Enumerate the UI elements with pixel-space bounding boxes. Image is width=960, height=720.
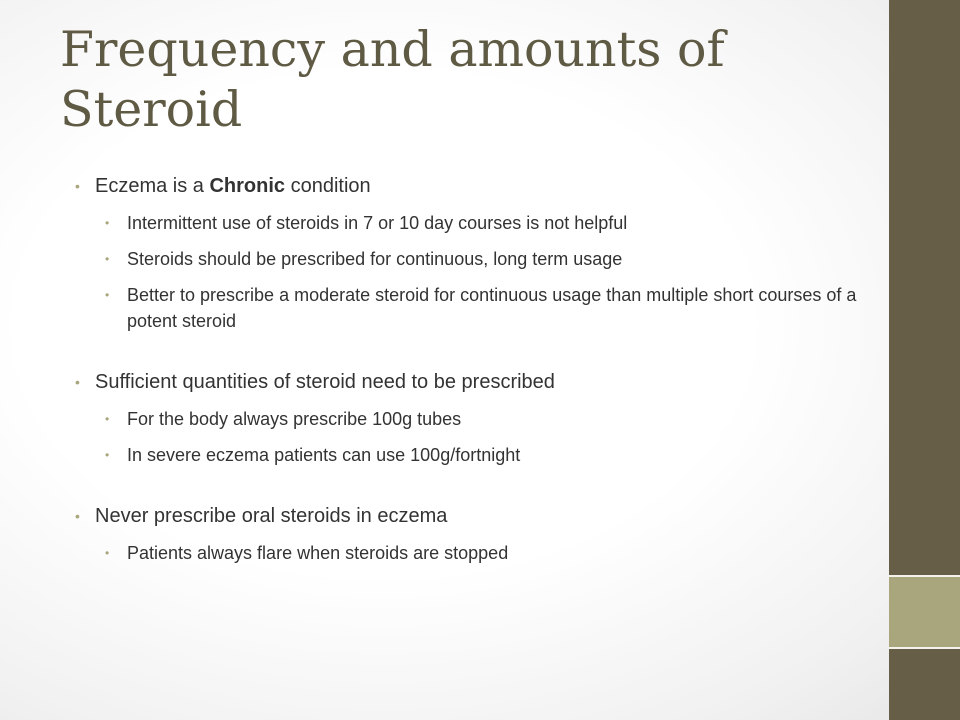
sub-bullet bbox=[95, 406, 865, 432]
bullet-sufficient-quantities bbox=[75, 368, 865, 468]
slide-content bbox=[75, 172, 865, 566]
bullet-text-before: Eczema is a bbox=[95, 175, 210, 197]
sub-bullet-text: Steroids should be prescribed for continuous, long term usage bbox=[127, 249, 623, 269]
sub-list bbox=[95, 406, 865, 468]
bullet-oral-steroids bbox=[75, 502, 865, 566]
sub-bullet bbox=[95, 442, 865, 468]
bullet-text-bold: Chronic bbox=[209, 175, 286, 197]
bullet-dot-icon: • bbox=[75, 508, 80, 524]
bullet-dot-icon: • bbox=[75, 178, 80, 194]
bullet-dot-icon: • bbox=[105, 412, 110, 426]
bullet-dot-icon: • bbox=[105, 448, 110, 462]
sub-bullet bbox=[95, 282, 865, 334]
bullet-dot-icon: • bbox=[105, 216, 110, 230]
sub-list bbox=[95, 210, 865, 334]
bullet-dot-icon: • bbox=[105, 252, 110, 266]
sub-list bbox=[95, 540, 865, 566]
side-bar-top bbox=[889, 0, 960, 576]
sub-bullet-text: In severe eczema patients can use 100g/fortnight bbox=[127, 445, 521, 465]
bullet-dot-icon: • bbox=[105, 288, 110, 302]
bullet-text: Sufficient quantities of steroid need to be prescribed bbox=[95, 371, 555, 393]
sub-bullet-text: Intermittent use of steroids in 7 or 10 day courses is not helpful bbox=[127, 213, 628, 233]
side-bar-accent bbox=[889, 576, 960, 648]
side-bar-divider bbox=[889, 575, 960, 577]
side-bar-bottom bbox=[889, 648, 960, 720]
sub-bullet bbox=[95, 540, 865, 566]
sub-bullet-text: For the body always prescribe 100g tubes bbox=[127, 409, 462, 429]
bullet-text-after: condition bbox=[285, 175, 371, 197]
bullet-dot-icon: • bbox=[105, 546, 110, 560]
slide-title: Frequency and amounts of Steroid bbox=[60, 21, 725, 138]
sub-bullet-text: Patients always flare when steroids are stopped bbox=[127, 543, 509, 563]
sub-bullet bbox=[95, 246, 865, 272]
side-bar-divider bbox=[889, 647, 960, 649]
bullet-dot-icon: • bbox=[75, 374, 80, 390]
sub-bullet-text: Better to prescribe a moderate steroid for continuous usage than multiple short courses of a potent steroid bbox=[127, 285, 857, 331]
bullet-text: Never prescribe oral steroids in eczema bbox=[95, 505, 448, 527]
sub-bullet bbox=[95, 210, 865, 236]
bullet-eczema-chronic bbox=[75, 172, 865, 334]
